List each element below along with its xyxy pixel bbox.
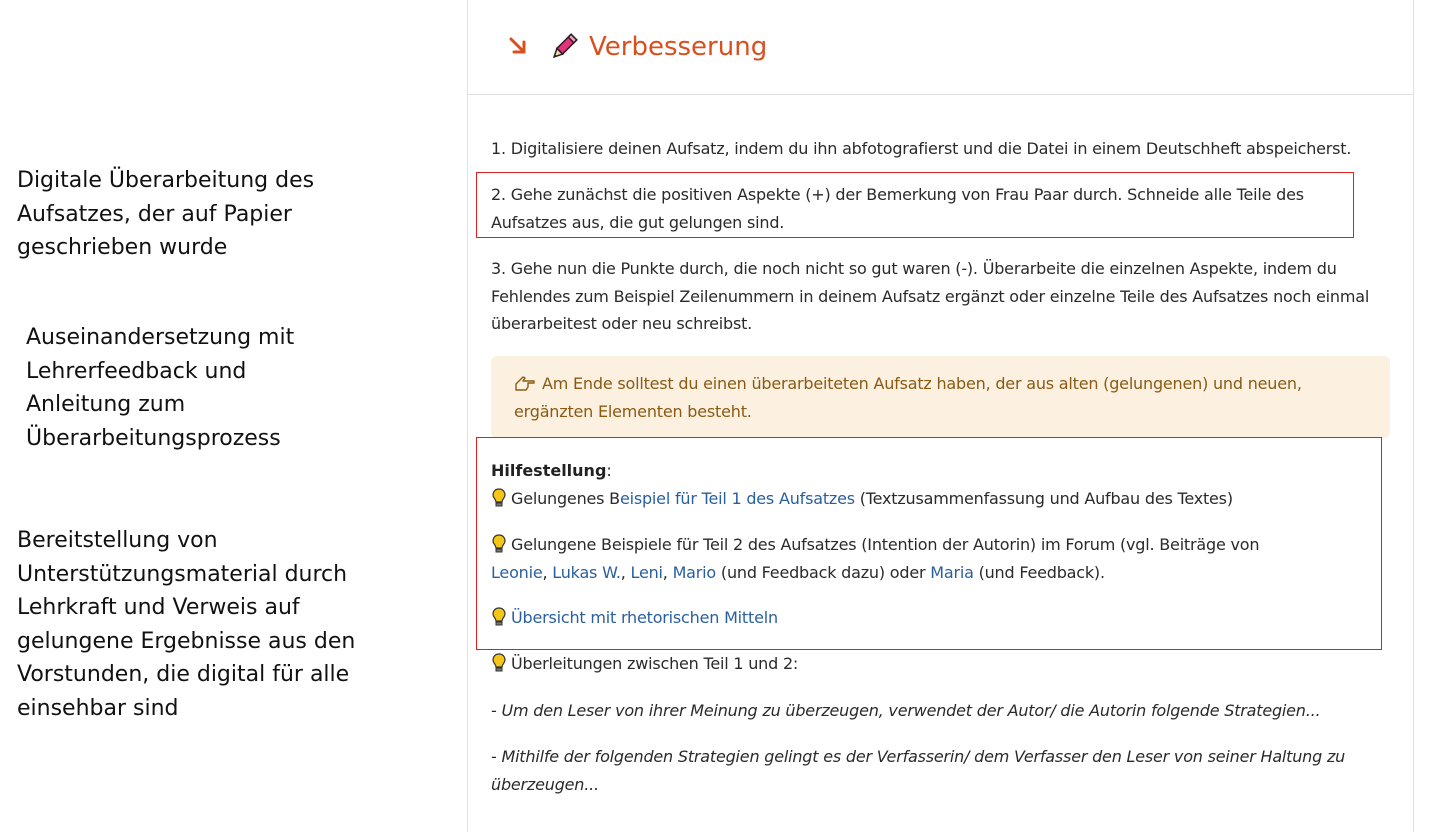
link-mario[interactable]: Mario [672, 562, 717, 582]
step-3: 3. Gehe nun die Punkte durch, die noch nicht so gut waren (-). Überarbeite die einzelnen Aspekte, indem du Fehlendes zum Beispiel Zeilenummern in deinem Aufsatz ergänzt oder einzelne Teile des Aufsatzes noch einmal überarbeitest oder neu schreibst. [491, 259, 1370, 333]
hint2-sep: , [542, 562, 553, 582]
hint2-mid: (und Feedback dazu) oder [716, 562, 931, 582]
help-colon: : [606, 461, 612, 480]
annotation-support-material: Bereitstellung von Unterstützungsmaterial durch Lehrkraft und Verweis auf gelungene Ergebnisse aus den Vorstunden, die digital für alle einsehbar sind [17, 528, 356, 721]
activity-header [468, 0, 1413, 95]
annotation-teacher-feedback: Auseinandersetzung mit Lehrerfeedback und Anleitung zum Überarbeitungsprozess [26, 325, 295, 451]
note-text [514, 370, 1374, 425]
annotation-digital-revision: Digitale Überarbeitung des Aufsatzes, der auf Papier geschrieben wurde [17, 168, 315, 260]
hint1-post: (Textzusammenfassung und Aufbau des Textes) [854, 489, 1233, 508]
lightbulb-icon [491, 653, 507, 673]
info-note [491, 356, 1390, 438]
step-1: 1. Digitalisiere deinen Aufsatz, indem du ihn abfotografierst und die Datei in einem Deutschheft abspeicherst. [491, 139, 1352, 158]
link-maria[interactable]: Maria [930, 562, 974, 582]
lightbulb-icon [491, 488, 507, 508]
pencil-icon [548, 31, 580, 63]
lightbulb-icon [491, 607, 507, 627]
hint-rhetorical-devices [491, 604, 778, 632]
arrow-down-right-icon [506, 34, 530, 58]
hint4-text: Überleitungen zwischen Teil 1 und 2: [511, 654, 799, 673]
step-2: 2. Gehe zunächst die positiven Aspekte (+) der Bemerkung von Frau Paar durch. Schneide alle Teile des Aufsatzes aus, die gut gelungen sind. [491, 185, 1304, 232]
hint-transitions [491, 650, 798, 678]
transition-example-2: - Mithilfe der folgenden Strategien gelingt es der Verfasserin/ dem Verfasser den Leser von seiner Haltung zu überzeugen... [491, 747, 1346, 794]
link-leni[interactable]: Leni [630, 562, 663, 582]
transition-example-1: - Um den Leser von ihrer Meinung zu überzeugen, verwendet der Autor/ die Autorin folgende Strategien... [491, 701, 1321, 720]
link-example-part1[interactable]: eispiel für Teil 1 des Aufsatzes [619, 489, 855, 508]
pointing-hand-icon [514, 376, 536, 392]
link-leonie[interactable]: Leonie [491, 562, 543, 582]
link-lukas-w[interactable]: Lukas W. [552, 562, 621, 582]
hint-example-part1 [491, 485, 1381, 513]
hint-examples-part2 [491, 531, 1291, 586]
activity-title: Verbesserung [589, 32, 768, 62]
note-message: Am Ende solltest du einen überarbeiteten Aufsatz haben, der aus alten (gelungenen) und neuen, ergänzten Elementen besteht. [514, 374, 1302, 421]
hint2-pre: Gelungene Beispiele für Teil 2 des Aufsatzes (Intention der Autorin) im Forum (vgl. Beiträge von [511, 535, 1260, 554]
help-heading [491, 457, 612, 485]
hint1-pre: Gelungenes B [511, 489, 620, 508]
lightbulb-icon [491, 534, 507, 554]
hint2-sep: , [620, 562, 631, 582]
link-rhetorical-devices[interactable]: Übersicht mit rhetorischen Mitteln [511, 608, 778, 627]
hint2-post: (und Feedback). [973, 562, 1105, 582]
help-label: Hilfestellung [491, 461, 607, 480]
activity-panel [467, 0, 1414, 832]
hint2-sep: , [662, 562, 673, 582]
